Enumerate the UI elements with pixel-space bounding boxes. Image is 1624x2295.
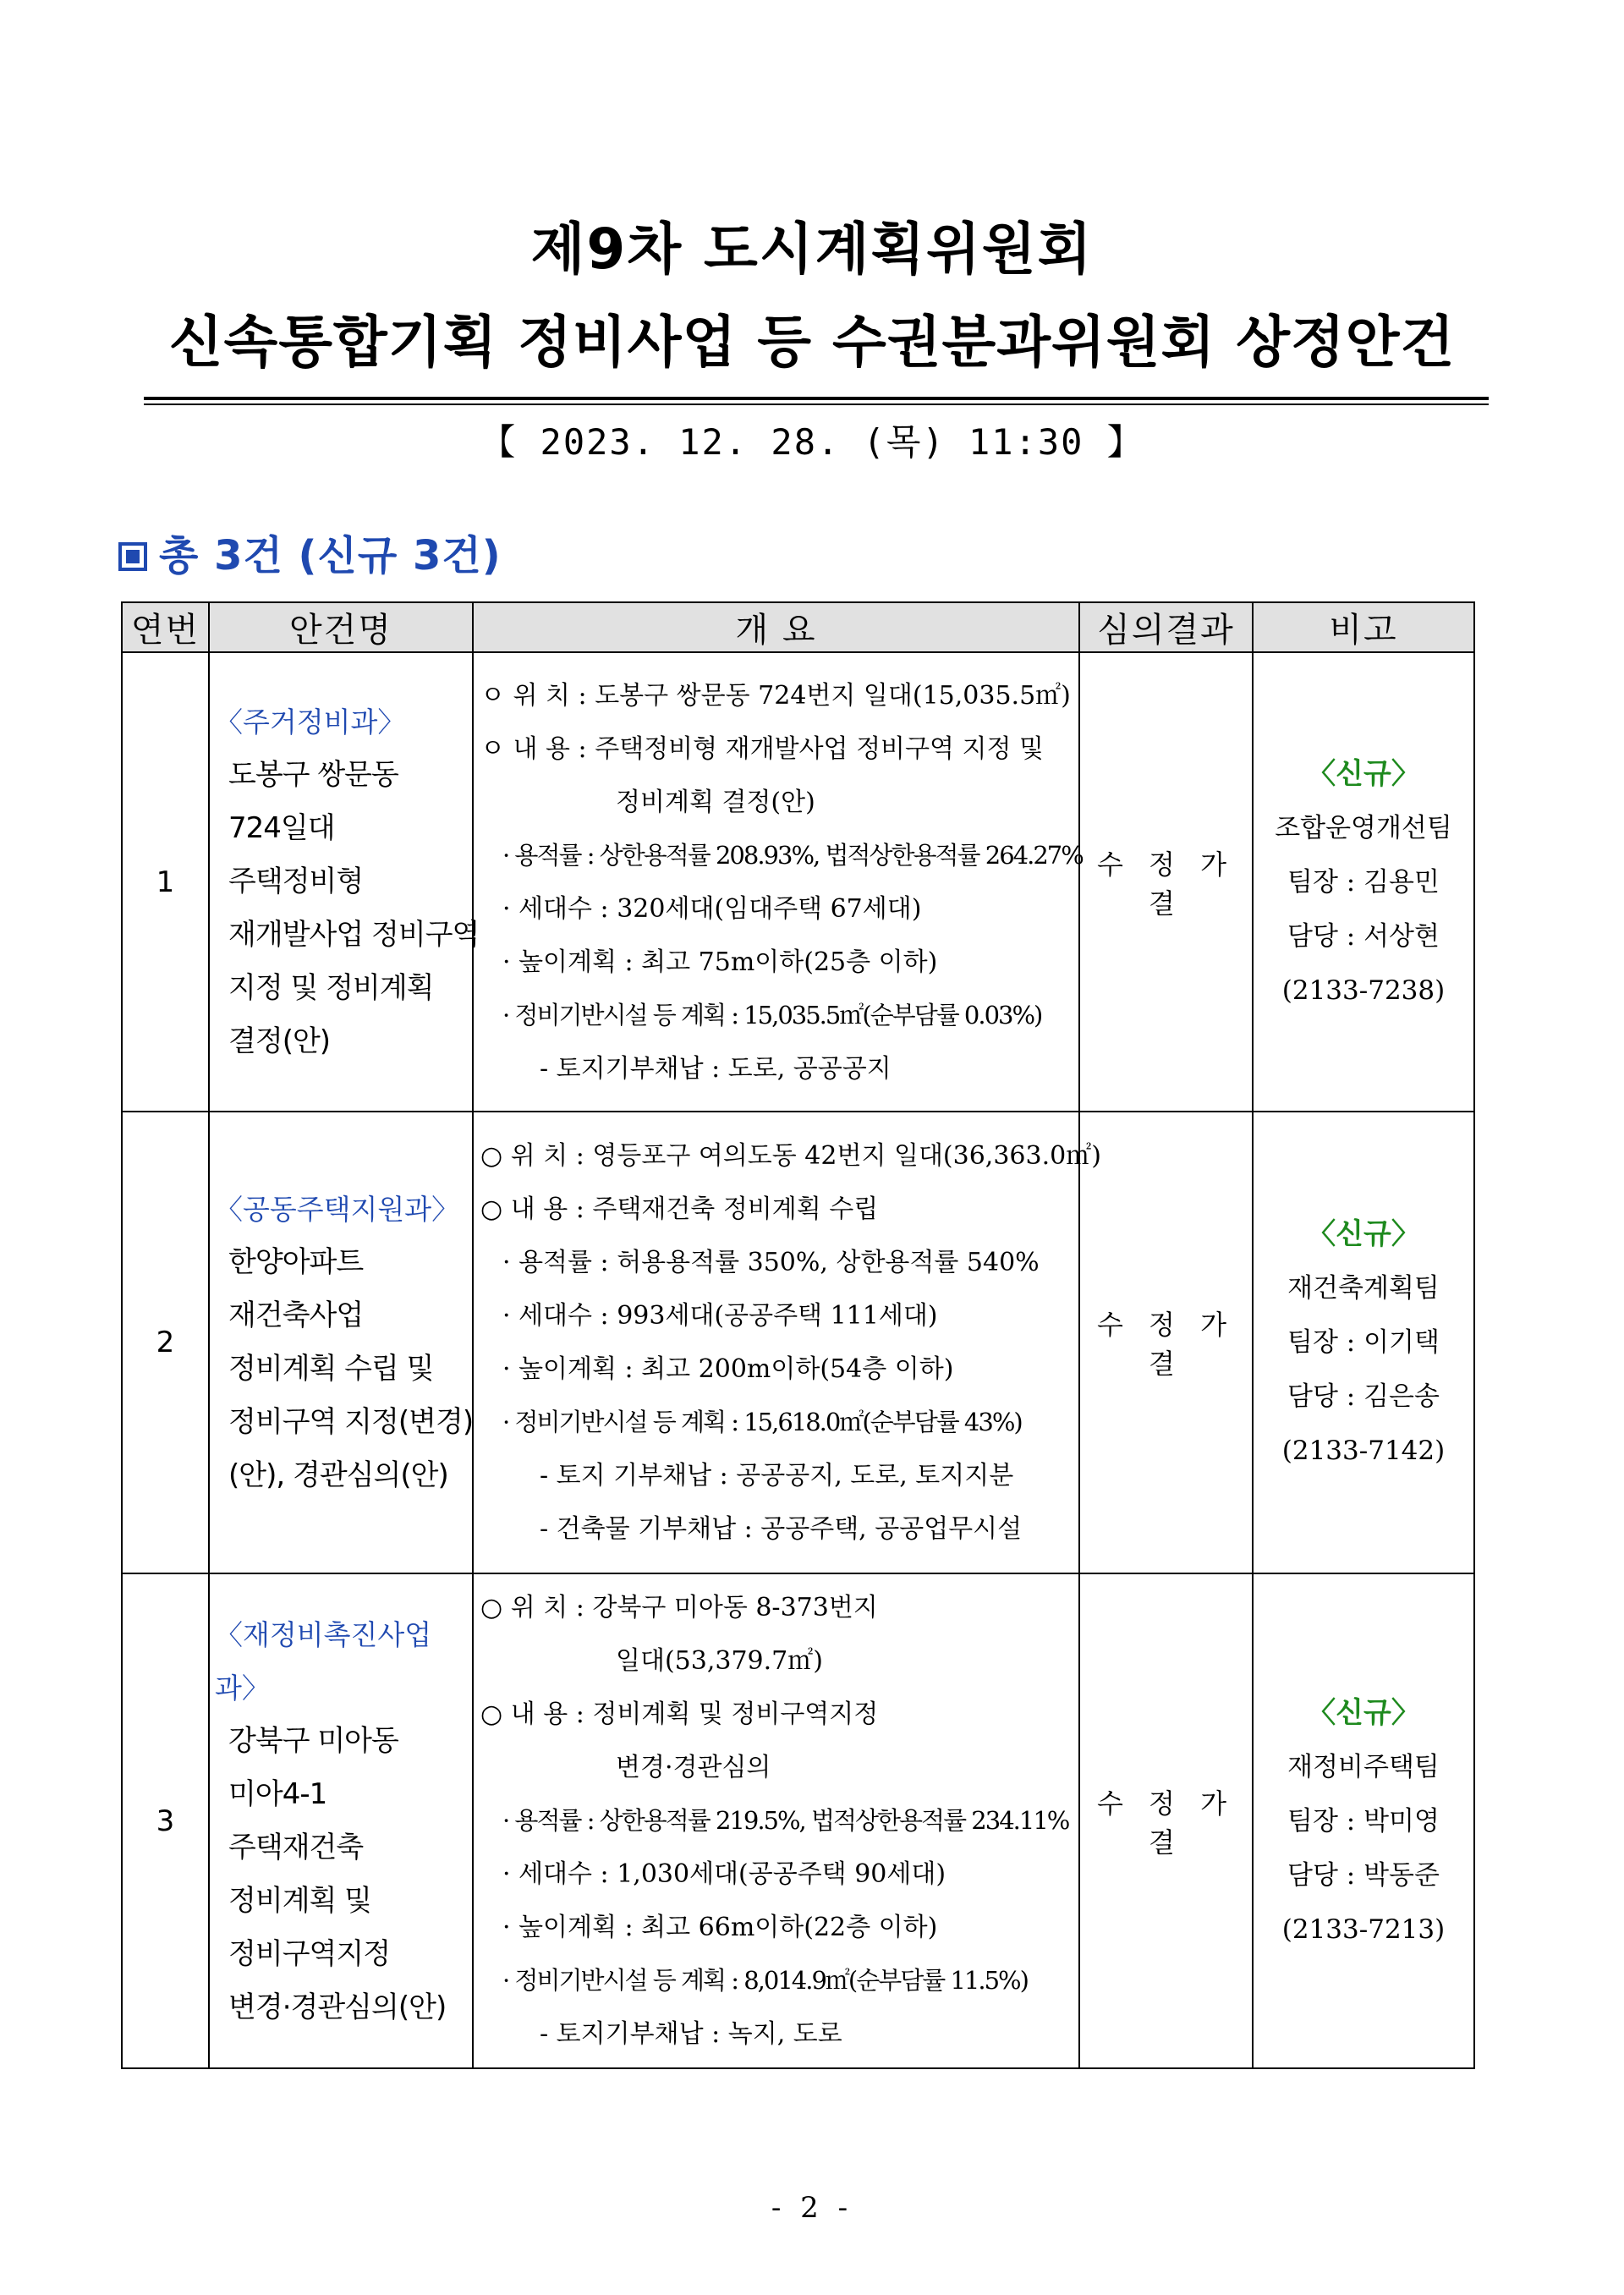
document-title-line2: 신속통합기획 정비사업 등 수권분과위원회 상정안건	[168, 310, 1456, 375]
agenda-table	[121, 601, 1475, 2069]
table-header-row	[122, 602, 1474, 652]
agenda-name-line: (안), 경관심의(안)	[228, 1458, 448, 1492]
summary-line: 일대(53,379.7㎡)	[616, 1646, 823, 1676]
department-label: 〈주거정비과〉	[215, 706, 406, 738]
status-badge: 〈신규〉	[1307, 756, 1420, 791]
header-name: 안건명	[209, 602, 473, 652]
summary-line: - 토지 기부채납 : 공공공지, 도로, 토지지분	[540, 1461, 1014, 1491]
agenda-name-line: 재개발사업 정비구역	[228, 918, 480, 952]
agenda-name-line: 정비구역 지정(변경)	[228, 1405, 474, 1439]
agenda-name-line: 정비구역지정	[228, 1936, 391, 1971]
row-number: 1	[122, 652, 209, 1112]
summary-cell	[473, 1573, 1079, 2068]
team-leader: 팀장 : 김용민	[1287, 866, 1440, 898]
agenda-name-line: 724일대	[228, 811, 335, 845]
review-result: 수 정 가 결	[1079, 1573, 1253, 2068]
summary-line: 변경·경관심의	[616, 1753, 771, 1782]
summary-line: · 용적률 : 상한용적률 219.5%, 법적상한용적률 234.11%	[502, 1806, 1069, 1835]
agenda-name-line: 미아4-1	[228, 1776, 327, 1811]
summary-line: ㅇ 내 용 : 주택정비형 재개발사업 정비구역 지정 및	[480, 733, 1044, 764]
summary-line: · 세대수 : 1,030세대(공공주택 90세대)	[502, 1859, 946, 1889]
note-cell	[1253, 652, 1474, 1112]
summary-line: · 세대수 : 993세대(공공주택 111세대)	[502, 1301, 938, 1331]
page-number: - 2 -	[771, 2191, 853, 2225]
summary-line: 정비계획 결정(안)	[616, 787, 815, 817]
summary-line: · 높이계획 : 최고 75m이하(25층 이하)	[502, 947, 938, 977]
title-rule-thin	[144, 404, 1489, 405]
table-row	[122, 1112, 1474, 1573]
summary-cell	[473, 1112, 1101, 1573]
summary-line: ○ 위 치 : 영등포구 여의도동 42번지 일대(36,363.0㎡)	[480, 1141, 1101, 1171]
agenda-name-line: 정비계획 수립 및	[228, 1352, 434, 1386]
agenda-name-line: 강북구 미아동	[228, 1723, 398, 1758]
agenda-name-cell	[209, 1112, 473, 1573]
row-number: 2	[122, 1112, 209, 1573]
agenda-name-line: 주택정비형	[228, 865, 364, 898]
summary-line: · 용적률 : 상한용적률 208.93%, 법적상한용적률 264.27%	[502, 840, 1083, 870]
agenda-name-line: 지정 및 정비계획	[228, 971, 434, 1005]
header-note: 비고	[1253, 602, 1474, 652]
summary-line: ○ 내 용 : 주택재건축 정비계획 수립	[480, 1194, 879, 1224]
filled-square-icon	[118, 542, 147, 571]
agenda-name-line: 주택재건축	[228, 1830, 364, 1864]
summary-cell	[473, 652, 1083, 1112]
agenda-name-line: 재건축사업	[228, 1298, 364, 1332]
staff-contact: 담당 : 김은송	[1287, 1381, 1440, 1412]
summary-line: - 토지기부채납 : 녹지, 도로	[540, 2019, 842, 2049]
staff-contact: 담당 : 서상현	[1287, 920, 1440, 952]
summary-line: ○ 위 치 : 강북구 미아동 8-373번지	[480, 1593, 878, 1622]
team-name: 조합운영개선팀	[1275, 812, 1452, 843]
agenda-summary-text: 총 3건 (신규 3건)	[159, 532, 502, 579]
summary-line: · 정비기반시설 등 계획 : 15,618.0㎡(순부담률 43%)	[502, 1408, 1022, 1436]
title-rule-thick	[144, 397, 1489, 400]
summary-line: · 정비기반시설 등 계획 : 15,035.5㎡(순부담률 0.03%)	[502, 1000, 1042, 1029]
header-result: 심의결과	[1079, 602, 1253, 652]
summary-line: · 높이계획 : 최고 200m이하(54층 이하)	[502, 1354, 954, 1384]
agenda-summary	[118, 529, 502, 583]
agenda-name-cell	[209, 1573, 473, 2068]
summary-line: - 토지기부채납 : 도로, 공공공지	[540, 1053, 892, 1084]
note-cell	[1253, 1112, 1474, 1573]
team-leader: 팀장 : 박미영	[1287, 1805, 1440, 1837]
summary-line: ㅇ 위 치 : 도봉구 쌍문동 724번지 일대(15,035.5㎡)	[480, 680, 1071, 711]
staff-contact: 담당 : 박동준	[1287, 1859, 1440, 1891]
summary-line: · 세대수 : 320세대(임대주택 67세대)	[502, 893, 922, 924]
summary-line: ○ 내 용 : 정비계획 및 정비구역지정	[480, 1699, 879, 1729]
agenda-name-cell	[209, 652, 480, 1112]
document-title-line1: 제9차 도시계획위원회	[530, 217, 1094, 282]
review-result: 수 정 가 결	[1079, 652, 1253, 1112]
row-number: 3	[122, 1573, 209, 2068]
status-badge: 〈신규〉	[1307, 1695, 1420, 1730]
table-row	[122, 652, 1474, 1112]
phone-number: (2133-7213)	[1281, 1913, 1446, 1945]
team-name: 재건축계획팀	[1287, 1273, 1440, 1304]
status-badge: 〈신규〉	[1307, 1217, 1420, 1251]
summary-line: · 정비기반시설 등 계획 : 8,014.9㎡(순부담률 11.5%)	[502, 1966, 1028, 1995]
team-name: 재정비주택팀	[1287, 1751, 1440, 1782]
summary-line: · 높이계획 : 최고 66m이하(22층 이하)	[502, 1913, 938, 1942]
phone-number: (2133-7142)	[1281, 1436, 1446, 1466]
phone-number: (2133-7238)	[1281, 975, 1446, 1006]
table-row	[122, 1573, 1474, 2068]
meeting-date: 【 2023. 12. 28. (목) 11:30 】	[480, 421, 1144, 463]
agenda-name-line: 한양아파트	[228, 1245, 364, 1279]
review-result: 수 정 가 결	[1079, 1112, 1253, 1573]
header-summary: 개 요	[473, 602, 1079, 652]
note-cell	[1253, 1573, 1474, 2068]
department-label: 〈재정비촉진사업과〉	[215, 1617, 432, 1705]
summary-line: · 용적률 : 허용용적률 350%, 상한용적률 540%	[502, 1248, 1040, 1277]
agenda-name-line: 도봉구 쌍문동	[228, 758, 398, 792]
agenda-name-line: 변경·경관심의(안)	[228, 1990, 447, 2024]
team-leader: 팀장 : 이기택	[1287, 1327, 1440, 1358]
agenda-name-line: 결정(안)	[228, 1024, 331, 1058]
department-label: 〈공동주택지원과〉	[215, 1193, 460, 1226]
header-no: 연번	[122, 602, 209, 652]
summary-line: - 건축물 기부채납 : 공공주택, 공공업무시설	[540, 1514, 1023, 1544]
agenda-name-line: 정비계획 및	[228, 1883, 372, 1918]
